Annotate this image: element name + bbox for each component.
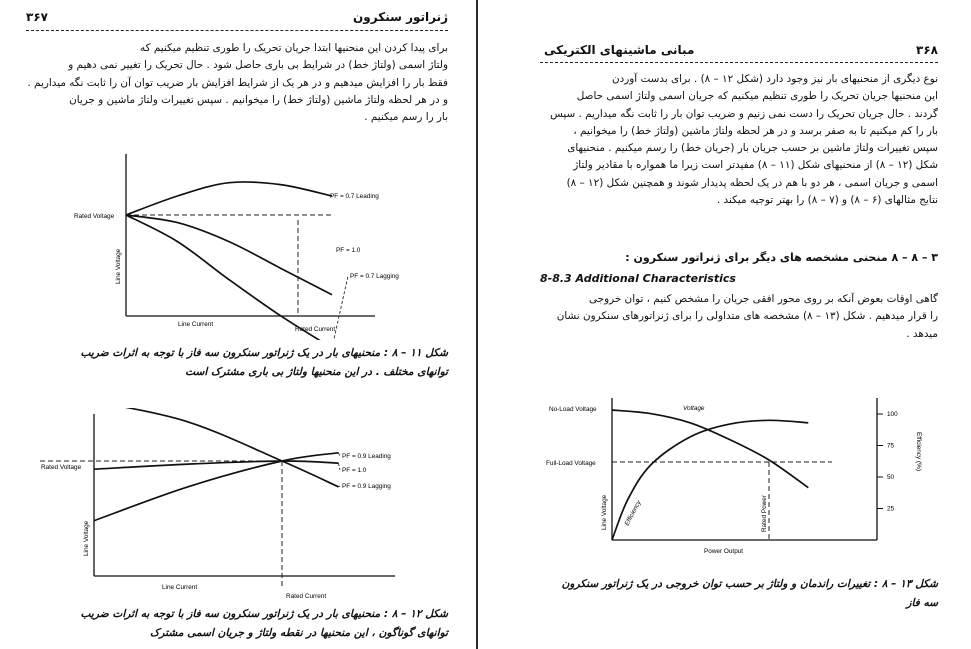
series-label-voltage: Voltage [683,405,705,412]
text-line: سپس تغییرات ولتاژ ماشین بر حسب جریان بار (جریان خط) را رسم میکنیم . منحنیهای [567,142,938,155]
series-line-pf-0-7-lagging [126,215,332,340]
series-line-pf-1-0 [126,215,332,295]
y2-tick-label: 100 [887,411,898,418]
full-load-voltage-label: Full-Load Voltage [546,460,596,467]
text-line: اسمی و جریان اسمی ، هر دو با هم در یک لحظه پدیدار شوند و همچنین شکل (۱۲ – ۸) [566,176,938,189]
rated-voltage-label: Rated Voltage [41,464,82,471]
figure-12-chart [30,408,440,603]
series-label-pf-0-9-lagging: PF = 0.9 Lagging [342,483,391,490]
running-title-right: مبانی ماشینهای الکتریکی [544,43,695,57]
text-line: گردند . حال جریان تحریک را دست نمی زنیم و ضریب توان بار را ثابت نگه میداریم . سپس [550,107,938,120]
rated-current-label: Rated Current [286,593,327,600]
section-heading-english: 8-8.3 Additional Characteristics [540,272,736,285]
header-rule-left [26,30,448,31]
page-number-right: ۳۶۸ [916,43,938,57]
figure-11-caption [26,344,448,382]
text-line: میدهد . [906,327,938,340]
caption-line: توانهای مختلف . در این منحنیها ولتاژ بی باری مشترک است [185,366,448,378]
text-line: برای پیدا کردن این منحنیها ابتدا جریان تحریک را طوری تنظیم میکنیم که [140,42,448,54]
y-axis-label: Line Voltage [115,248,122,284]
x-axis-label: Power Output [704,548,744,555]
text-line: بار را رسم میکنیم . [364,111,448,124]
series-line-pf-0-9-lagging [94,408,338,487]
figure-12-caption [26,605,448,643]
text-line: نتایج مثالهای (۶ – ۸) و (۷ – ۸) را بهتر توجیه میکند . [716,194,938,207]
figure-13-chart [542,392,942,562]
left-page [0,0,476,649]
section-heading: ۳ – ۸ – ۸ منحنی مشخصه های دیگر برای ژنراتور سنکرون : [625,251,938,264]
header-rule-right [540,62,938,63]
caption-line: شکل ۱۲ – ۸ : منحنیهای بار در یک ژنراتور سنکرون سه فاز با توجه به اثرات ضریب [80,608,448,620]
text-line: این منحنیها جریان تحریک را طوری تنظیم میکنیم که جریان اسمی ولتاژ اسمی حاصل [576,90,938,103]
text-line: و در هر لحظه ولتاژ ماشین (ولتاژ خط) را میخوانیم . سپس تغییرات ولتاژ ماشین و جریان [69,93,448,106]
section-paragraph [540,291,938,343]
y2-axis-label: Efficiency (%) [915,432,922,471]
y2-tick-label: 75 [887,442,895,450]
text-line: فقط بار را افزایش میدهیم و در هر یک از شرایط افزایش بار ضریب توان آن را ثابت نگه میداریم . [27,76,448,89]
caption-line: سه فاز [906,597,938,609]
series-label-pf-1-0: PF = 1.0 [342,467,367,474]
y-axis-label: Line Voltage [83,520,90,556]
caption-line: شکل ۱۳ – ۸ : تغییرات راندمان و ولتاژ بر حسب توان خروجی در یک ژنراتور سنکرون [561,578,938,590]
figure-11-chart [30,148,430,340]
x-axis-label: Line Current [162,584,198,591]
text-line: شکل (۱۲ – ۸) از منحنیهای شکل (۱۱ – ۸) مفیدتر است زیرا ما همواره با مقادیر ولتاژ [573,159,938,172]
series-line-efficiency [612,420,808,540]
intro-paragraph-right [540,71,938,209]
text-line: بار را کم میکنیم تا به صفر برسد و در هر لحظه ولتاژ ماشین (ولتاژ خط) را میخوانیم ، [573,124,938,137]
caption-line: توانهای گوناگون ، این منحنیها در نقطه ولتاژ و جریان اسمی مشترک [149,627,448,639]
series-label-pf-0-9-leading: PF = 0.9 Leading [342,453,391,460]
text-line: ولتاژ اسمی (ولتاژ خط) در شرایط بی باری حاصل شود . حال تحریک را تغییر نمی دهیم و [68,59,448,72]
intro-paragraph-left [26,40,448,126]
y2-tick-label: 50 [887,474,895,481]
series-label-efficiency: Efficiency [623,499,643,527]
series-line-pf-1-0 [94,461,338,469]
page-number-left: ۳۶۷ [26,10,48,24]
series-label-pf-0-7-lagging: PF = 0.7 Lagging [350,273,399,280]
y2-tick-label: 25 [887,505,895,513]
rated-current-label: Rated Current [295,326,336,333]
rated-voltage-label: Rated Voltage [74,213,115,220]
series-label-pf-1-0: PF = 1.0 [336,247,361,254]
text-line: گاهی اوقات بعوض آنکه بر روی محور افقی جریان را مشخص کنیم ، توان خروجی [589,293,938,305]
running-title-left: ژنراتور سنکرون [353,10,448,24]
figure-13-caption [540,575,938,613]
text-line: را قرار میدهیم . شکل (۱۳ – ۸) مشخصه های متداولی را برای ژنراتورهای سنکرون نشان [556,310,938,323]
no-load-voltage-label: No-Load Voltage [549,406,597,413]
right-page [478,0,971,649]
text-line: نوع دیگری از منحنیهای بار نیز وجود دارد (شکل ۱۲ – ۸) . برای بدست آوردن [611,73,938,85]
y-axis-label: Line Voltage [601,494,608,530]
series-label-pf-0-7-leading: PF = 0.7 Leading [330,193,379,200]
x-axis-label: Line Current [178,321,214,328]
series-line-pf-0-7-leading [126,182,332,215]
rated-power-label: Rated Power [761,495,768,532]
caption-line: شکل ۱۱ – ۸ : منحنیهای بار در یک ژنراتور سنکرون سه فاز با توجه به اثرات ضریب [80,347,448,359]
